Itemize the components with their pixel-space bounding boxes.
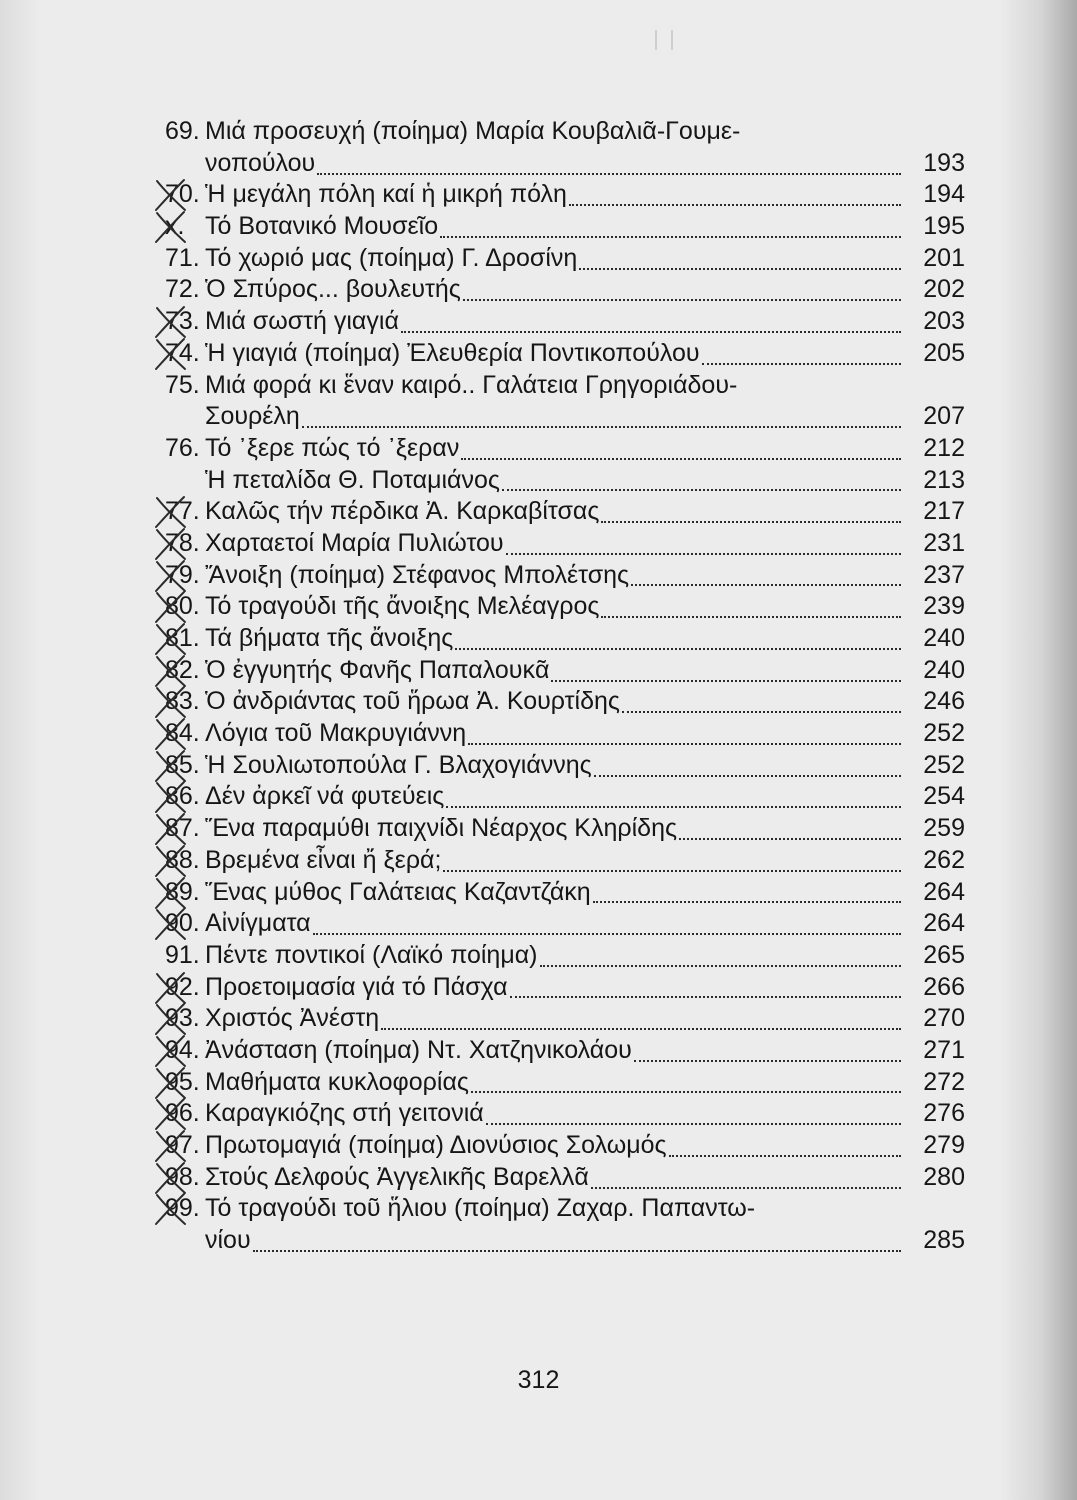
dot-leader [302,424,901,428]
entry-title: Βρεμένα εἶναι ἤ ξερά; [205,845,442,874]
toc-entry-line [165,655,965,687]
entry-number: 90. [165,909,200,938]
entry-page: 252 [923,750,965,779]
dot-leader [702,361,901,365]
toc-entry [165,877,965,909]
entry-number: 91. [165,940,200,969]
entry-page: 193 [923,148,965,177]
toc-entry-line [165,433,965,465]
entry-page: 259 [923,814,965,843]
entry-page: 270 [923,1004,965,1033]
toc-entry [165,623,965,655]
toc-entry-line [165,940,965,972]
toc-entry-line [165,274,965,306]
entry-number: 89. [165,877,200,906]
entry-number: 98. [165,1162,200,1191]
toc-entry [165,243,965,275]
entry-page: 239 [923,592,965,621]
toc-entry [165,1193,965,1256]
entry-title: Τό τραγούδι τῆς ἄνοιξης Μελέαγρος [205,592,600,621]
toc-entry-line [165,623,965,655]
toc-entry-line [165,781,965,813]
entry-title-continuation: νίου [205,1226,251,1255]
entry-title-continuation: Σουρέλη [205,402,300,431]
dot-leader [461,456,901,460]
toc-entry [165,718,965,750]
dot-leader [506,551,901,555]
entry-title: Μαθήματα κυκλοφορίας [205,1067,469,1096]
toc-entry-line [165,243,965,275]
entry-number: 95. [165,1067,200,1096]
toc-entry-line [165,750,965,782]
dot-leader [471,1089,901,1093]
entry-page: 231 [923,528,965,557]
entry-page: 237 [923,560,965,589]
entry-page: 262 [923,845,965,874]
entry-page: 212 [923,433,965,462]
entry-title: Καλῶς τήν πέρδικα Ἀ. Καρκαβίτσας [205,497,600,526]
entry-title: Αἰνίγματα [205,909,311,938]
entry-title: Ἡ Σουλιωτοπούλα Γ. Βλαχογιάννης [205,750,592,779]
toc-entry [165,560,965,592]
entry-number: 72. [165,275,200,304]
page-number: 312 [517,1366,560,1394]
faint-mark [655,30,673,50]
dot-leader [551,678,901,682]
toc-entry-continuation [165,1225,965,1257]
toc-entry-line [165,686,965,718]
entry-title: Ἄνοιξη (ποίημα) Στέφανος Μπολέτσης [205,560,630,589]
toc-entry [165,1162,965,1194]
entry-page: 213 [923,465,965,494]
toc-entry [165,750,965,782]
toc-entry-line [165,1162,965,1194]
entry-title: Ἕνα παραμύθι παιχνίδι Νέαρχος Κληρίδης [205,814,678,843]
entry-number: 86. [165,782,200,811]
entry-page: 203 [923,307,965,336]
entry-title: Ὁ ἀνδριάντας τοῦ ἥρωα Ἀ. Κουρτίδης [205,687,620,716]
toc-entry [165,1003,965,1035]
toc-entry-line [165,370,965,402]
toc-entry [165,591,965,623]
entry-number: 71. [165,243,200,272]
entry-title: Ἡ μεγάλη πόλη καί ἡ μικρή πόλη [205,180,567,209]
toc-entry-line [165,179,965,211]
dot-leader [569,202,901,206]
entry-title: Πρωτομαγιά (ποίημα) Διονύσιος Σολωμός [205,1131,667,1159]
entry-title: Μιά προσευχή (ποίημα) Μαρία Κουβαλιᾶ-Γουμε- [205,117,741,145]
dot-leader [440,234,901,238]
entry-title: Πέντε ποντικοί (Λαϊκό ποίημα) [205,940,538,969]
toc-entry [165,338,965,370]
entry-page: 240 [923,624,965,652]
toc-entry-line [165,908,965,940]
entry-number: 94. [165,1035,200,1064]
entry-page: 252 [923,719,965,748]
entry-number: 76. [165,433,200,462]
entry-title: Ἡ γιαγιά (ποίημα) Ἐλευθερία Ποντικοπούλου [205,338,700,367]
entry-number: 77. [165,497,200,526]
toc-entry [165,940,965,972]
entry-number: 87. [165,814,200,843]
toc-entry [165,845,965,877]
toc-entry-line [165,718,965,750]
toc-entry [165,433,965,465]
entry-number: 88. [165,845,200,874]
dot-leader [540,963,901,967]
toc-entry-line [165,1067,965,1099]
entry-page: 271 [923,1035,965,1064]
entry-page: 266 [923,972,965,1001]
toc-entry-continuation [165,401,965,433]
dot-leader [468,741,901,745]
entry-page: 202 [923,275,965,304]
entry-page: 264 [923,877,965,906]
toc-entry-line [165,528,965,560]
entry-title: Τό τραγούδι τοῦ ἥλιου (ποίημα) Ζαχαρ. Παπαντω- [205,1194,756,1223]
toc-entry-line [165,1003,965,1035]
toc-entry-line [165,1035,965,1067]
dot-leader [579,266,901,270]
toc-entry [165,908,965,940]
entry-title: Μιά σωστή γιαγιά [205,307,399,336]
toc-entry [165,686,965,718]
toc-entry [165,370,965,433]
entry-page: 285 [923,1226,965,1255]
dot-leader [622,709,901,713]
entry-page: 254 [923,782,965,811]
entry-title: Τά βήματα τῆς ἄνοιξης [205,624,454,652]
entry-number: x. [165,212,185,241]
toc-entry [165,306,965,338]
entry-number: 84. [165,719,200,748]
entry-number: 79. [165,560,200,589]
toc-entry [165,211,965,243]
entry-page: 201 [923,243,965,272]
toc-entry-line [165,338,965,370]
entry-number: 70. [165,180,200,209]
dot-leader [594,773,901,777]
dot-leader [401,329,901,333]
entry-title: Λόγια τοῦ Μακρυγιάννη [205,719,467,748]
toc-entry [165,813,965,845]
dot-leader [313,931,901,935]
entry-page: 272 [923,1067,965,1096]
entry-number: 75. [165,370,200,399]
entry-page: 279 [923,1131,965,1159]
entry-number: 92. [165,972,200,1001]
toc-entry-line [165,972,965,1004]
entry-title: Προετοιμασία γιά τό Πάσχα [205,972,508,1001]
entry-title: Ἀνάσταση (ποίημα) Ντ. Χατζηνικολάου [205,1035,632,1064]
toc-entry [165,528,965,560]
dot-leader [510,994,901,998]
entry-page: 195 [923,212,965,241]
entry-number: 80. [165,592,200,621]
entry-number: 85. [165,750,200,779]
toc-entry-line [165,560,965,592]
dot-leader [463,297,901,301]
toc-entry-line [165,591,965,623]
entry-number: 96. [165,1099,200,1128]
dot-leader [631,582,901,586]
dot-leader [455,646,901,650]
dot-leader [593,899,901,903]
dot-leader [669,1153,901,1157]
dot-leader [253,1248,901,1252]
entry-title: Τό χωριό μας (ποίημα) Γ. Δροσίνη [205,243,578,272]
entry-number: 97. [165,1131,200,1159]
dot-leader [446,804,901,808]
dot-leader [601,614,901,618]
toc-entry [165,274,965,306]
toc-entry [165,1130,965,1162]
dot-leader [317,171,901,175]
toc-entry [165,1098,965,1130]
toc-entry [165,972,965,1004]
entry-title: Τό Βοτανικό Μουσεῖο [205,212,439,241]
entry-title: Ἡ πεταλίδα Θ. Ποταμιάνος [205,465,500,494]
entry-number: 83. [165,687,200,716]
entry-page: 240 [923,655,965,684]
entry-number: 81. [165,624,200,652]
dot-leader [601,519,901,523]
toc-entry-line [165,211,965,243]
entry-title: Ὁ ἐγγυητής Φανῆς Παπαλουκᾶ [205,655,550,684]
entry-title: Στούς Δελφούς Ἀγγελικῆς Βαρελλᾶ [205,1162,589,1191]
entry-page: 194 [923,180,965,209]
entry-page: 246 [923,687,965,716]
dot-leader [486,1121,901,1125]
entry-title: Χριστός Ἀνέστη [205,1004,380,1033]
entry-page: 217 [923,497,965,526]
entry-number: 93. [165,1004,200,1033]
entry-page: 207 [923,402,965,431]
toc-entry-line [165,1098,965,1130]
entry-page: 264 [923,909,965,938]
entry-page: 265 [923,940,965,969]
entry-page: 280 [923,1162,965,1191]
entry-title-continuation: νοπούλου [205,148,316,177]
toc-entry-continuation [165,148,965,180]
toc-entry-line [165,116,965,148]
toc-entry [165,655,965,687]
entry-number: 73. [165,307,200,336]
entry-page: 276 [923,1099,965,1128]
toc-entry-line [165,845,965,877]
dot-leader [443,868,901,872]
toc-entry [165,1067,965,1099]
entry-number: 99. [165,1194,200,1223]
toc-entry-line [165,1130,965,1162]
table-of-contents [165,116,965,1257]
toc-entry [165,496,965,528]
dot-leader [381,1026,901,1030]
entry-number: 78. [165,528,200,557]
dot-leader [502,487,901,491]
toc-entry [165,179,965,211]
toc-entry-line [165,496,965,528]
dot-leader [679,836,901,840]
toc-entry [165,116,965,179]
toc-entry [165,1035,965,1067]
entry-title: Καραγκιόζης στή γειτονιά [205,1099,484,1128]
entry-title: Χαρταετοί Μαρία Πυλιώτου [205,528,504,557]
dot-leader [634,1058,901,1062]
dot-leader [591,1185,901,1189]
toc-entry-line [165,306,965,338]
toc-entry-line [165,1193,965,1225]
entry-number: 74. [165,338,200,367]
entry-title: Δέν ἀρκεῖ νά φυτεύεις [205,782,445,811]
entry-number: 69. [165,117,200,145]
entry-title: Τό ᾽ξερε πώς τό ᾽ξεραν [205,433,460,462]
toc-entry-line [165,877,965,909]
toc-entry-line [165,813,965,845]
toc-entry [165,465,965,497]
toc-entry [165,781,965,813]
entry-title: Ὁ Σπύρος... βουλευτής [205,275,461,304]
entry-title: Ἕνας μύθος Γαλάτειας Καζαντζάκη [205,877,591,906]
entry-number: 82. [165,655,200,684]
entry-title: Μιά φορά κι ἕναν καιρό.. Γαλάτεια Γρηγοριάδου- [205,370,738,399]
entry-page: 205 [923,338,965,367]
toc-entry-line [165,465,965,497]
